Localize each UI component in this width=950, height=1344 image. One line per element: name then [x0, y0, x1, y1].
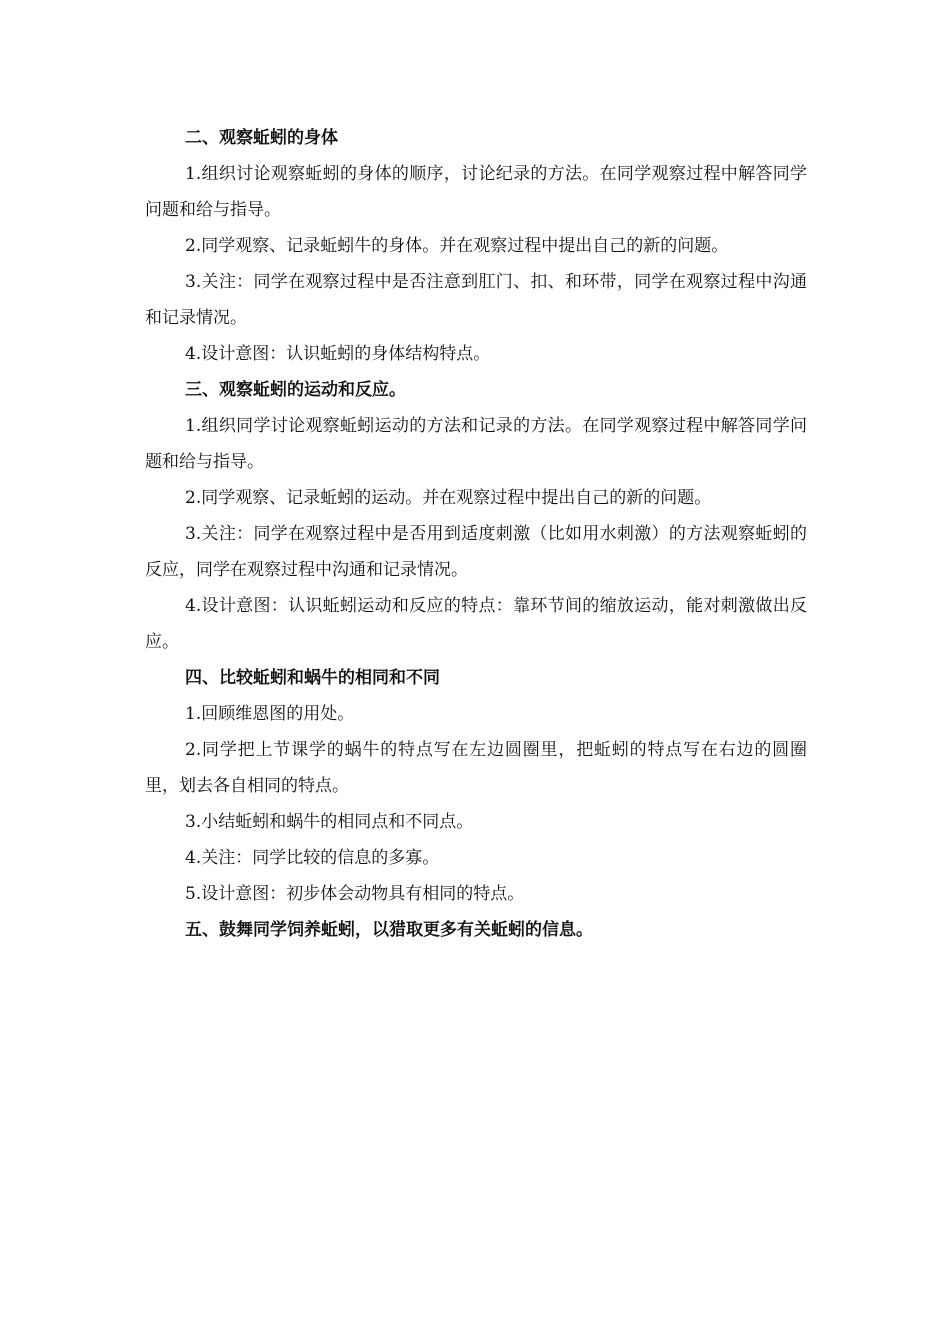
section-2-item-3: 3.关注：同学在观察过程中是否注意到肛门、扣、和环带，同学在观察过程中沟通和记录情况。 — [145, 272, 807, 328]
section-4-item-3: 3.小结蚯蚓和蜗牛的相同点和不同点。 — [185, 812, 474, 832]
section-3-item-2: 2.同学观察、记录蚯蚓的运动。并在观察过程中提出自己的新的问题。 — [185, 488, 712, 508]
section-4-item-5: 5.设计意图：初步体会动物具有相同的特点。 — [185, 884, 525, 904]
section-4-item-1: 1.回顾维恩图的用处。 — [185, 704, 355, 724]
section-3-item-3: 3.关注：同学在观察过程中是否用到适度刺激（比如用水刺激）的方法观察蚯蚓的反应，同学在观察过程中沟通和记录情况。 — [145, 524, 807, 580]
section-3-item-1: 1.组织同学讨论观察蚯蚓运动的方法和记录的方法。在同学观察过程中解答同学问题和给与指导。 — [145, 416, 807, 472]
section-heading-2: 二、观察蚯蚓的身体 — [185, 128, 338, 148]
section-4-item-4: 4.关注：同学比较的信息的多寡。 — [185, 848, 440, 868]
section-heading-4: 四、比较蚯蚓和蜗牛的相同和不同 — [185, 668, 440, 688]
section-heading-3: 三、观察蚯蚓的运动和反应。 — [185, 380, 406, 400]
document-body — [145, 120, 807, 948]
section-4-item-2: 2.同学把上节课学的蜗牛的特点写在左边圆圈里，把蚯蚓的特点写在右边的圆圈里，划去各自相同的特点。 — [145, 740, 807, 796]
section-2-item-1: 1.组织讨论观察蚯蚓的身体的顺序，讨论纪录的方法。在同学观察过程中解答同学问题和给与指导。 — [145, 164, 807, 220]
section-3-item-4: 4.设计意图：认识蚯蚓运动和反应的特点：靠环节间的缩放运动，能对刺激做出反应。 — [145, 596, 807, 652]
section-heading-5: 五、鼓舞同学饲养蚯蚓，以猎取更多有关蚯蚓的信息。 — [185, 920, 593, 940]
section-2-item-2: 2.同学观察、记录蚯蚓牛的身体。并在观察过程中提出自己的新的问题。 — [185, 236, 729, 256]
section-2-item-4: 4.设计意图：认识蚯蚓的身体结构特点。 — [185, 344, 491, 364]
